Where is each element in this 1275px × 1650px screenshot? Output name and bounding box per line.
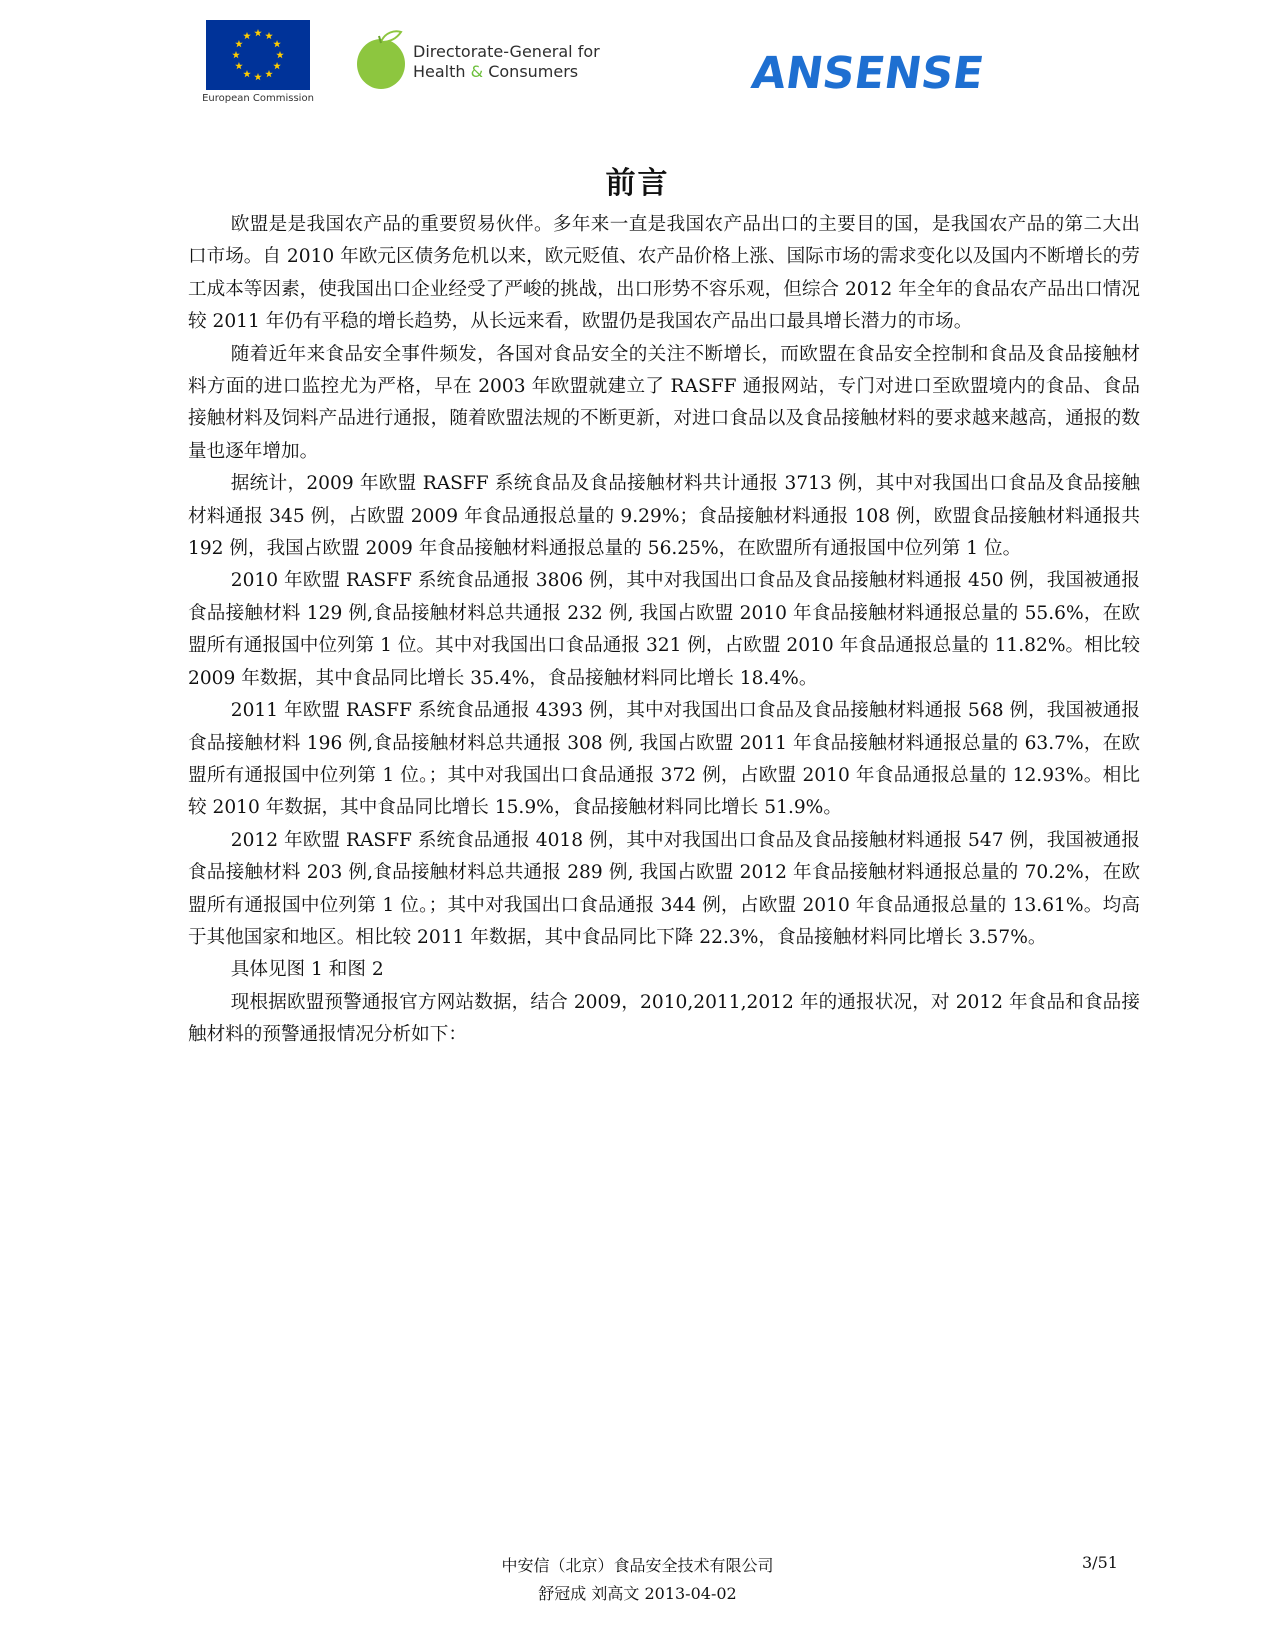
dg-amp: &: [470, 62, 484, 81]
dg-text: [413, 42, 600, 82]
apple-leaf-icon: [355, 28, 411, 92]
page-title: 前言: [605, 166, 670, 201]
page-number: 3/51: [1082, 1553, 1118, 1572]
paragraph: 据统计，2009 年欧盟 RASFF 系统食品及食品接触材料共计通报 3713 例，其中对我国出口食品及食品接触材料通报 345 例，占欧盟 2009 年食品通报总量的 9.29%；食品接触材料通报 108 例，欧盟食品接触材料通报共 192 例，我国占欧盟 2009 年食品接触材料通报总量的 56.25%，在欧盟所有通报国中位列第 1 位。: [188, 473, 1140, 560]
body-text: [188, 209, 1140, 1052]
eu-star-icon: [235, 62, 243, 69]
dg-line1: Directorate-General for: [413, 42, 600, 61]
dg-line2: [413, 62, 600, 82]
eu-star-icon: [265, 70, 273, 77]
paragraph: 欧盟是是我国农产品的重要贸易伙伴。多年来一直是我国农产品出口的主要目的国，是我国农产品的第二大出口市场。自 2010 年欧元区债务危机以来，欧元贬值、农产品价格上涨、国际市场的需求变化以及国内不断增长的劳工成本等因素，使我国出口企业经受了严峻的挑战，出口形势不容乐观，但综合 2012 年全年的食品农产品出口情况较 2011 年仍有平稳的增长趋势，从长远来看，欧盟仍是我国农产品出口最具增长潜力的市场。: [188, 214, 1140, 333]
paragraph: 现根据欧盟预警通报官方网站数据，结合 2009，2010,2011,2012 年的通报状况，对 2012 年食品和食品接触材料的预警通报情况分析如下：: [188, 991, 1140, 1046]
paragraph: 2010 年欧盟 RASFF 系统食品通报 3806 例，其中对我国出口食品及食品接触材料通报 450 例，我国被通报食品接触材料 129 例,食品接触材料总共通报 232 例, 我国占欧盟 2010 年食品接触材料通报总量的 55.6%，在欧盟所有通报国中位列第 1 位。其中对我国出口食品通报 321 例，占欧盟 2010 年食品通报总量的 11.82%。相比较 2009 年数据，其中食品同比增长 35.4%，食品接触材料同比增长 18.4%。: [188, 570, 1140, 689]
eu-star-icon: [276, 51, 284, 58]
eu-star-icon: [265, 32, 273, 39]
header-logos: [0, 0, 1275, 120]
dg-sanco-logo: [355, 28, 600, 92]
paragraph: 2012 年欧盟 RASFF 系统食品通报 4018 例，其中对我国出口食品及食品接触材料通报 547 例，我国被通报食品接触材料 203 例,食品接触材料总共通报 289 例, 我国占欧盟 2012 年食品接触材料通报总量的 70.2%，在欧盟所有通报国中位列第 1 位。；其中对我国出口食品通报 344 例，占欧盟 2010 年食品通报总量的 13.61%。均高于其他国家和地区。相比较 2011 年数据，其中食品同比下降 22.3%，食品接触材料同比增长 3.57%。: [188, 829, 1140, 948]
paragraph: 具体见图 1 和图 2: [230, 959, 384, 981]
eu-star-icon: [254, 29, 262, 36]
eu-star-icon: [232, 51, 240, 58]
eu-star-icon: [254, 73, 262, 80]
eu-star-icon: [273, 62, 281, 69]
eu-star-icon: [273, 40, 281, 47]
paragraph: 随着近年来食品安全事件频发，各国对食品安全的关注不断增长，而欧盟在食品安全控制和食品及食品接触材料方面的进口监控尤为严格，早在 2003 年欧盟就建立了 RASFF 通报网站，专门对进口至欧盟境内的食品、食品接触材料及饲料产品进行通报，随着欧盟法规的不断更新，对进口食品以及食品接触材料的要求越来越高，通报的数量也逐年增加。: [188, 343, 1140, 462]
ec-caption: European Commission: [202, 93, 314, 104]
footer-authors: 舒冠成 刘高文 2013-04-02: [538, 1584, 737, 1603]
eu-star-icon: [243, 32, 251, 39]
eu-flag-icon: [206, 20, 310, 90]
eu-star-icon: [235, 40, 243, 47]
ansense-logo: ANSENSE: [748, 48, 987, 99]
dg-health: Health: [413, 62, 466, 81]
dg-consumers: Consumers: [488, 62, 579, 81]
footer-company: 中安信（北京）食品安全技术有限公司: [501, 1556, 774, 1575]
eu-star-icon: [243, 70, 251, 77]
paragraph: 2011 年欧盟 RASFF 系统食品通报 4393 例，其中对我国出口食品及食品接触材料通报 568 例，我国被通报食品接触材料 196 例,食品接触材料总共通报 308 例, 我国占欧盟 2011 年食品接触材料通报总量的 63.7%，在欧盟所有通报国中位列第 1 位。；其中对我国出口食品通报 372 例，占欧盟 2010 年食品通报总量的 12.93%。相比较 2010 年数据，其中食品同比增长 15.9%，食品接触材料同比增长 51.9%。: [188, 700, 1140, 819]
